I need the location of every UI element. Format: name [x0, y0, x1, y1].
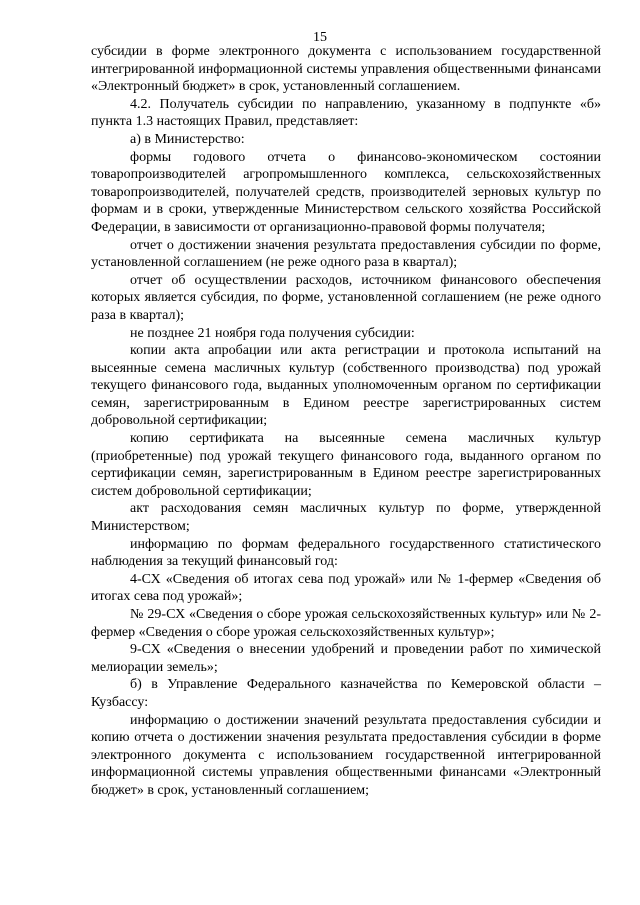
- paragraph: б) в Управление Федерального казначейства по Кемеровской области – Кузбассу:: [91, 677, 601, 710]
- paragraph: отчет об осуществлении расходов, источником финансового обеспечения которых является субсидия, по форме, установленной соглашением (не реже одного раза в квартал);: [91, 272, 601, 323]
- paragraph: 9-СХ «Сведения о внесении удобрений и проведении работ по химической мелиорации земель»;: [91, 642, 601, 675]
- paragraph: копии акта апробации или акта регистрации и протокола испытаний на высеянные семена масличных культур (собственного производства) под урожай текущего финансового года, выданных уполномоченным органом по сертификации семян, зарегистрированным в Едином реестре зарегистрированных систем добровольной сертификации;: [91, 343, 601, 429]
- paragraph: отчет о достижении значения результата предоставления субсидии по форме, установленной соглашением (не реже одного раза в квартал);: [91, 237, 601, 271]
- document-body: [91, 43, 601, 800]
- paragraph: не позднее 21 ноября года получения субсидии:: [130, 325, 415, 341]
- paragraph: № 29-СХ «Сведения о сборе урожая сельскохозяйственных культур» или № 2-фермер «Сведения о сборе урожая сельскохозяйственных культур»;: [91, 607, 601, 640]
- paragraph: 4-СХ «Сведения об итогах сева под урожай» или № 1-фермер «Сведения об итогах сева под урожай»;: [91, 571, 601, 605]
- page-number: 15: [313, 30, 327, 45]
- paragraph: формы годового отчета о финансово-экономическом состоянии товаропроизводителей агропромышленного комплекса, сельскохозяйственных товаропроизводителей, получателей средств, производителей зерновых культур по формам и в сроки, утвержденные Министерством сельского хозяйства Российской Федерации, в зависимости от организационно-правовой формы получателя;: [91, 149, 601, 235]
- paragraph: информацию о достижении значений результата предоставления субсидии и копию отчета о достижении значения результата предоставления субсидии в форме электронного документа с использованием государственной интегрированной информационной системы управления общественными финансами «Электронный бюджет» в срок, установленный соглашением;: [91, 712, 601, 798]
- paragraph: субсидии в форме электронного документа с использованием государственной интегрированной информационной системы управления общественными финансами «Электронный бюджет» в срок, установленный соглашением.: [91, 44, 601, 95]
- paragraph: а) в Министерство:: [130, 131, 245, 147]
- paragraph: копию сертификата на высеянные семена масличных культур (приобретенные) под урожай текущего финансового года, выданного органом по сертификации семян, зарегистрированным в Едином реестре зарегистрированных систем добровольной сертификации;: [91, 431, 601, 499]
- paragraph: информацию по формам федерального государственного статистического наблюдения за текущий финансовый год:: [91, 536, 601, 570]
- paragraph: 4.2. Получатель субсидии по направлению, указанному в подпункте «б» пункта 1.3 настоящих Правил, представляет:: [91, 96, 601, 130]
- paragraph: акт расходования семян масличных культур по форме, утвержденной Министерством;: [91, 501, 601, 535]
